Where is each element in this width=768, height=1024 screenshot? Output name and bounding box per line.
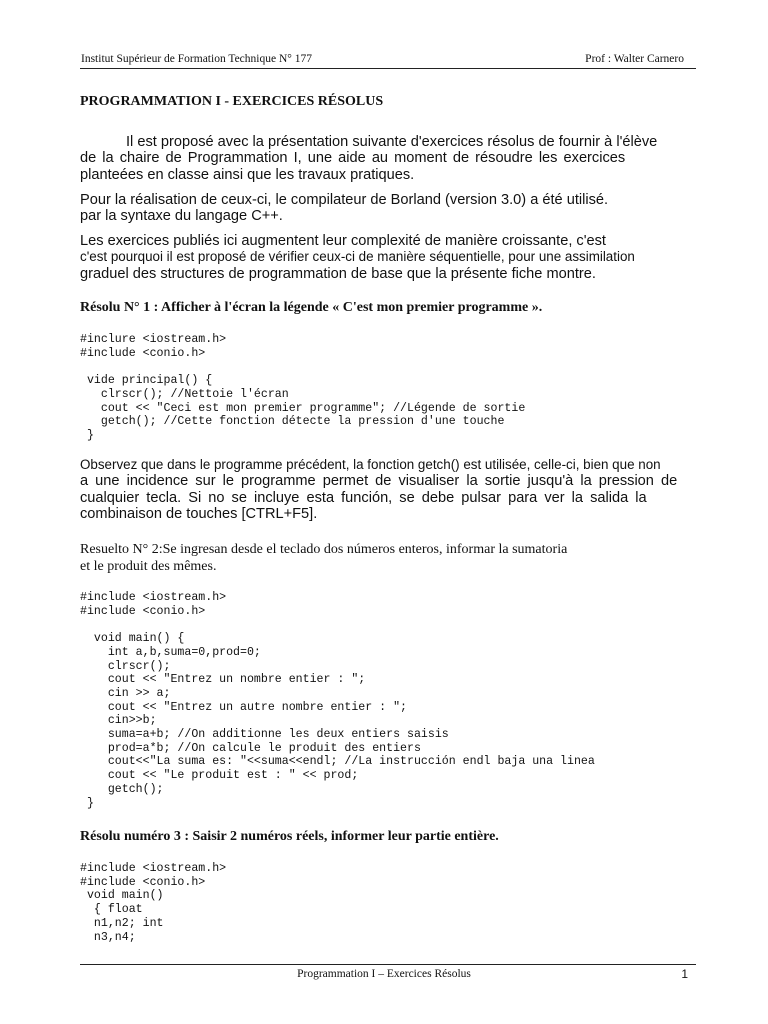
intro-paragraph (80, 134, 690, 183)
header-institution: Institut Supérieur de Formation Technique N° 177 (81, 53, 312, 65)
observation-line: cualquier tecla. Si no se incluye esta función, se debe pulsar para ver la salida la (80, 489, 647, 506)
observation-line: Observez que dans le programme précédent, la fonction getch() est utilisée, celle-ci, bien que non (80, 457, 661, 472)
code-line (80, 360, 525, 374)
observation-line: combinaison de touches [CTRL+F5]. (80, 506, 318, 523)
exercise-3-code (80, 862, 226, 944)
complexity-line: Les exercices publiés ici augmentent leur complexité de manière croissante, c'est (80, 233, 606, 249)
footer-title: Programmation I – Exercices Résolus (297, 968, 471, 980)
code-line: cin >> a; (80, 686, 171, 700)
code-line: cout << "Ceci est mon premier programme"; //Légende de sortie (80, 401, 526, 415)
exercise-2-code (80, 591, 595, 810)
code-line: n1,n2; int (80, 916, 164, 930)
code-line: cout << "Le produit est : " << prod; (80, 769, 359, 783)
exercise-1-heading: Résolu N° 1 : Afficher à l'écran la légende « C'est mon premier programme ». (80, 300, 543, 315)
code-line: cin>>b; (80, 714, 157, 728)
code-line: void main() { (80, 632, 185, 646)
intro-line: planteées en classe ainsi que les travaux pratiques. (80, 166, 415, 183)
complexity-line: c'est pourquoi il est proposé de vérifier ceux-ci de manière séquentielle, pour une assimilation (80, 249, 635, 265)
code-line: } (80, 796, 94, 810)
code-line (80, 618, 595, 632)
code-line: cout << "Entrez un autre nombre entier : "; (80, 700, 407, 714)
intro-line: Il est proposé avec la présentation suivante d'exercices résolus de fournir à l'élève (126, 134, 658, 150)
code-line: #inclure <iostream.h> (80, 333, 227, 346)
exercise-2-heading: Resuelto N° 2:Se ingresan desde el teclado dos números enteros, informar la sumatoria (80, 542, 568, 557)
code-line: cout << "Entrez un nombre entier : "; (80, 673, 366, 687)
exercise-2-heading-cont: et le produit des mêmes. (80, 559, 217, 574)
code-line: n3,n4; (80, 930, 136, 944)
observation-paragraph (80, 457, 723, 523)
complexity-paragraph (80, 233, 690, 282)
code-line: prod=a*b; //On calcule le produit des entiers (80, 741, 421, 755)
header-professor: Prof : Walter Carnero (585, 53, 684, 65)
code-line: cout<<"La suma es: "<<suma<<endl; //La instrucción endl baja una linea (80, 755, 595, 769)
code-line: #include <conio.h> (80, 875, 206, 889)
intro-line: de la chaire de Programmation I, une aide au moment de résoudre les exercices (80, 150, 626, 167)
page-header (80, 50, 696, 69)
code-line: suma=a+b; //On additionne les deux entiers saisis (80, 728, 449, 742)
footer-divider (80, 964, 696, 965)
compiler-line: Pour la réalisation de ceux-ci, le compilateur de Borland (version 3.0) a été utilisé. (80, 192, 609, 208)
code-line: } (80, 428, 94, 442)
page-number: 1 (681, 967, 688, 981)
code-line: getch(); (80, 782, 164, 796)
code-line: void main() (80, 889, 164, 903)
exercise-1-code (80, 333, 525, 443)
code-line: int a,b,suma=0,prod=0; (80, 645, 261, 659)
code-line: vide principal() { (80, 374, 213, 388)
code-line: { float (80, 903, 143, 917)
code-line: #include <conio.h> (80, 346, 206, 360)
code-line: #include <iostream.h> (80, 591, 227, 604)
code-line: clrscr(); (80, 659, 171, 673)
code-line: clrscr(); //Nettoie l'écran (80, 387, 289, 401)
code-line: #include <conio.h> (80, 604, 206, 618)
exercise-3-heading: Résolu numéro 3 : Saisir 2 numéros réels, informer leur partie entière. (80, 829, 499, 844)
code-line: #include <iostream.h> (80, 862, 227, 875)
compiler-line: par la syntaxe du langage C++. (80, 208, 283, 225)
compiler-paragraph (80, 192, 690, 225)
code-line: getch(); //Cette fonction détecte la pression d'une touche (80, 415, 505, 429)
observation-line: a une incidence sur le programme permet de visualiser la sortie jusqu'à la pression de (80, 473, 678, 490)
complexity-line: graduel des structures de programmation de base que la présente fiche montre. (80, 265, 596, 282)
document-title: PROGRAMMATION I - EXERCICES RÉSOLUS (80, 94, 384, 109)
